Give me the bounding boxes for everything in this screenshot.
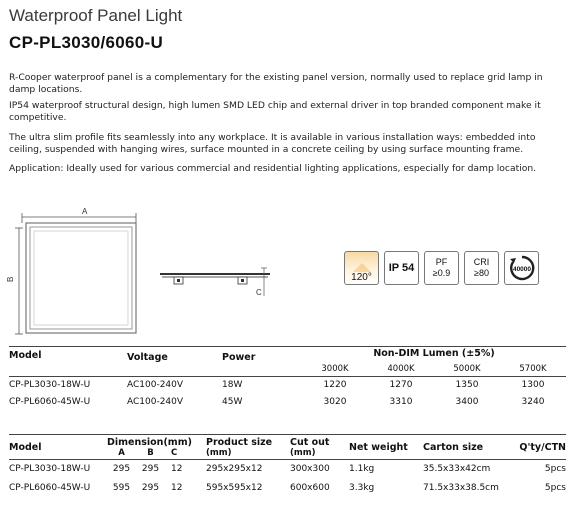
table-row xyxy=(9,479,566,498)
column-header-cut-out-unit: (mm) xyxy=(290,448,349,460)
column-header-power: Power xyxy=(222,352,256,363)
cell-lumen: 1220 xyxy=(323,379,347,390)
cri-label: CRI xyxy=(473,257,490,267)
model-heading: CP-PL3030/6060-U xyxy=(9,33,164,52)
cell-dim-b: 295 xyxy=(141,483,160,493)
column-header-product-size-unit: (mm) xyxy=(206,448,290,460)
column-header-dim-a: A xyxy=(107,448,136,460)
cell-qty: 5pcs xyxy=(544,464,566,475)
power-factor-icon xyxy=(424,251,459,285)
table-divider-top xyxy=(9,346,566,347)
cell-lumen: 1300 xyxy=(521,379,545,390)
cell-net-weight: 1.1kg xyxy=(349,464,375,475)
description-paragraph-4: Application: Ideally used for various commercial and residential lighting applications, especially for damp location. xyxy=(9,163,537,174)
cell-dim-b: 295 xyxy=(141,464,160,475)
lifetime-value: 40000 xyxy=(512,266,531,273)
cri-value: ≥80 xyxy=(474,268,489,278)
column-header-net-weight: Net weight xyxy=(349,436,423,460)
beam-angle-icon xyxy=(344,251,379,285)
table-header-row xyxy=(9,436,566,448)
cct-header: 5000K xyxy=(434,363,500,376)
column-header-model: Model xyxy=(9,436,107,460)
description-paragraph-3: The ultra slim profile fits seamlessly into any workplace. It is available in various installation ways: embedded into ceiling, suspended with hanging wires, surface mounted in a concrete ceiling by using surface mounting frame. xyxy=(9,132,536,156)
cell-power: 18W xyxy=(222,379,243,390)
page-title: Waterproof Panel Light xyxy=(9,6,183,25)
column-header-product-size: Product size xyxy=(206,437,273,448)
beam-angle-graphic xyxy=(351,262,373,272)
column-header-dimension: Dimension(mm) xyxy=(107,437,192,448)
column-header-dim-b: B xyxy=(136,448,165,460)
table-divider-middle xyxy=(9,434,566,435)
cell-model: CP-PL6060-45W-U xyxy=(9,483,91,493)
column-header-lumen: Non-DIM Lumen (±5%) xyxy=(373,348,495,359)
column-header-model: Model xyxy=(9,350,42,361)
feature-badges xyxy=(344,251,539,287)
dimension-a-label: A xyxy=(82,207,88,216)
column-header-qty: Q'ty/CTN xyxy=(510,436,566,460)
table-header-row xyxy=(9,348,566,363)
cell-qty: 5pcs xyxy=(544,483,566,493)
cell-net-weight: 3.3kg xyxy=(349,483,375,493)
cell-lumen: 1270 xyxy=(389,379,413,390)
cell-dim-c: 12 xyxy=(171,483,183,493)
pf-label: PF xyxy=(435,257,448,267)
ip-rating-value: IP 54 xyxy=(388,262,415,274)
cell-power: 45W xyxy=(222,396,243,407)
table-row xyxy=(9,393,566,410)
lifetime-icon xyxy=(504,251,539,285)
packing-spec-table xyxy=(9,436,566,498)
dimension-b-label: B xyxy=(6,276,15,282)
panel-side-view xyxy=(160,268,270,297)
description-paragraph-1: R-Cooper waterproof panel is a complementary for the existing panel version, normally used to replace grid lamp in damp locations. xyxy=(9,72,543,96)
cell-carton-size: 35.5x33x42cm xyxy=(423,464,491,475)
column-header-cut-out: Cut out xyxy=(290,437,330,448)
cell-product-size: 295x295x12 xyxy=(206,464,263,475)
cct-header-row xyxy=(9,363,566,376)
cell-carton-size: 71.5x33x38.5cm xyxy=(423,483,499,493)
description-paragraph-2: IP54 waterproof structural design, high lumen SMD LED chip and external driver in top branded component make it competitive. xyxy=(9,100,541,124)
cct-header: 4000K xyxy=(368,363,434,376)
dimension-c-label: C xyxy=(256,288,262,297)
cell-model: CP-PL6060-45W-U xyxy=(9,396,91,407)
electrical-spec-table xyxy=(9,348,566,410)
cell-lumen: 3400 xyxy=(455,396,479,407)
cell-dim-a: 595 xyxy=(112,483,131,493)
cell-lumen: 3020 xyxy=(323,396,347,407)
ip-rating-icon xyxy=(384,251,419,285)
column-header-dim-c: C xyxy=(165,448,206,460)
cell-dim-c: 12 xyxy=(171,464,183,475)
table-row xyxy=(9,460,566,479)
beam-angle-value: 120° xyxy=(351,272,372,283)
column-header-carton-size: Carton size xyxy=(423,436,510,460)
lifetime-graphic xyxy=(508,254,536,282)
cell-lumen: 3310 xyxy=(389,396,413,407)
cct-header: 5700K xyxy=(500,363,566,376)
cri-icon xyxy=(464,251,499,285)
cell-voltage: AC100-240V xyxy=(127,379,184,390)
cell-cut-out: 300x300 xyxy=(290,464,330,475)
table-row xyxy=(9,376,566,393)
cct-header: 3000K xyxy=(302,363,368,376)
cell-voltage: AC100-240V xyxy=(127,396,184,407)
cell-model: CP-PL3030-18W-U xyxy=(9,464,91,475)
cell-lumen: 1350 xyxy=(455,379,479,390)
cell-product-size: 595x595x12 xyxy=(206,483,263,493)
dimension-drawing xyxy=(0,200,300,340)
cell-dim-a: 295 xyxy=(112,464,131,475)
column-header-voltage: Voltage xyxy=(127,352,168,363)
cell-lumen: 3240 xyxy=(521,396,545,407)
cell-cut-out: 600x600 xyxy=(290,483,330,493)
cell-model: CP-PL3030-18W-U xyxy=(9,379,91,390)
pf-value: ≥0.9 xyxy=(432,268,451,278)
